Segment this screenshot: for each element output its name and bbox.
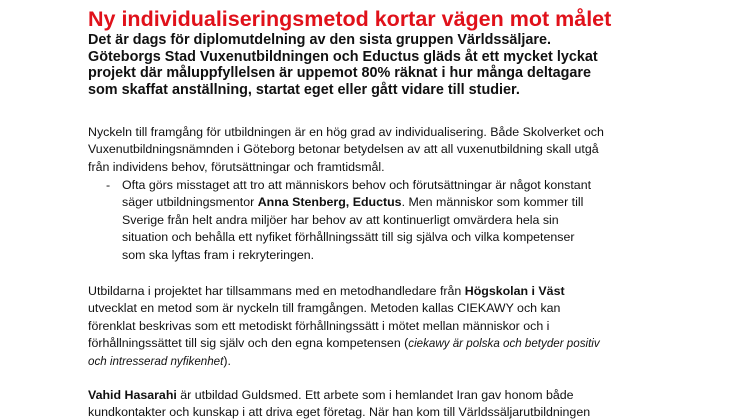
lead-line: som skaffat anställning, startat eget eller gått vidare till studier. — [88, 81, 520, 98]
body-line: Nyckeln till framgång för utbildningen är en hög grad av individualisering. Både Skolverket och — [88, 125, 604, 139]
paragraph-individualisation — [88, 124, 668, 176]
body-text: är utbildad Guldsmed. Ett arbete som i hemlandet Iran gav honom både — [176, 388, 574, 402]
body-text: Utbildarna i projektet har tillsammans med en metodhandledare från — [88, 284, 465, 298]
body-line — [88, 283, 668, 300]
body-text: ). — [223, 353, 231, 368]
lead-paragraph — [88, 32, 668, 98]
body-line — [88, 335, 668, 352]
university-name: Högskolan i Väst — [464, 284, 565, 298]
bullet-line: situation och behålla ett nyfiket förhållningssätt till sig själva och vilka kompetenser — [122, 230, 575, 245]
quote-bullet — [106, 177, 675, 264]
bullet-line: Ofta görs misstaget att tro att människors behov och förutsättningar är något konstant — [122, 178, 592, 192]
person-name: Vahid Hasarahi — [88, 388, 177, 402]
mentor-name: Anna Stenberg, Eductus — [257, 195, 402, 210]
lead-line: Göteborgs Stad Vuxenutbildningen och Eductus gläds åt ett mycket lyckat — [88, 48, 598, 65]
lead-line: Det är dags för diplomutdelning av den sista gruppen Världssäljare. — [88, 32, 552, 48]
bullet-line: Sverige från helt andra miljöer har behov av att kontinuerligt omvärdera hela sin — [122, 212, 559, 227]
italic-note: och intresserad nyfikenhet — [88, 354, 224, 368]
body-line — [88, 387, 668, 404]
body-line — [88, 353, 668, 370]
body-line: förenklat beskrivas som ett metodiskt förhållningssätt i mötet mellan människor och i — [88, 318, 550, 333]
bullet-text: . Men människor som kommer till — [401, 195, 584, 210]
body-line: utvecklat en metod som är nyckeln till framgången. Metoden kallas CIEKAWY och kan — [88, 301, 561, 316]
body-line: från individens behov, förutsättningar och framtidsmål. — [88, 159, 385, 174]
bullet-text: säger utbildningsmentor — [122, 195, 258, 210]
paragraph-method — [88, 283, 668, 370]
body-line: Vuxenutbildningsnämnden i Göteborg betonar betydelsen av att all vuxenutbildning skall utgå — [88, 142, 599, 157]
italic-note: ciekawy är polska och betyder positiv — [408, 337, 600, 351]
body-line: kundkontakter och kunskap i att driva eget företag. När han kom till Världssäljarutbildningen — [88, 405, 591, 419]
body-text: förhållningssättet till sig själv och den egna kompetensen ( — [88, 336, 409, 351]
lead-line: projekt där måluppfyllelsen är uppemot 80% räknat i hur många deltagare — [88, 65, 592, 81]
headline: Ny individualiseringsmetod kortar vägen mot målet — [88, 7, 612, 31]
bullet-line: som ska lyftas fram i rekryteringen. — [122, 247, 315, 262]
bullet-dash: - — [106, 178, 111, 192]
paragraph-vahid — [88, 387, 668, 419]
bullet-line — [115, 194, 675, 211]
